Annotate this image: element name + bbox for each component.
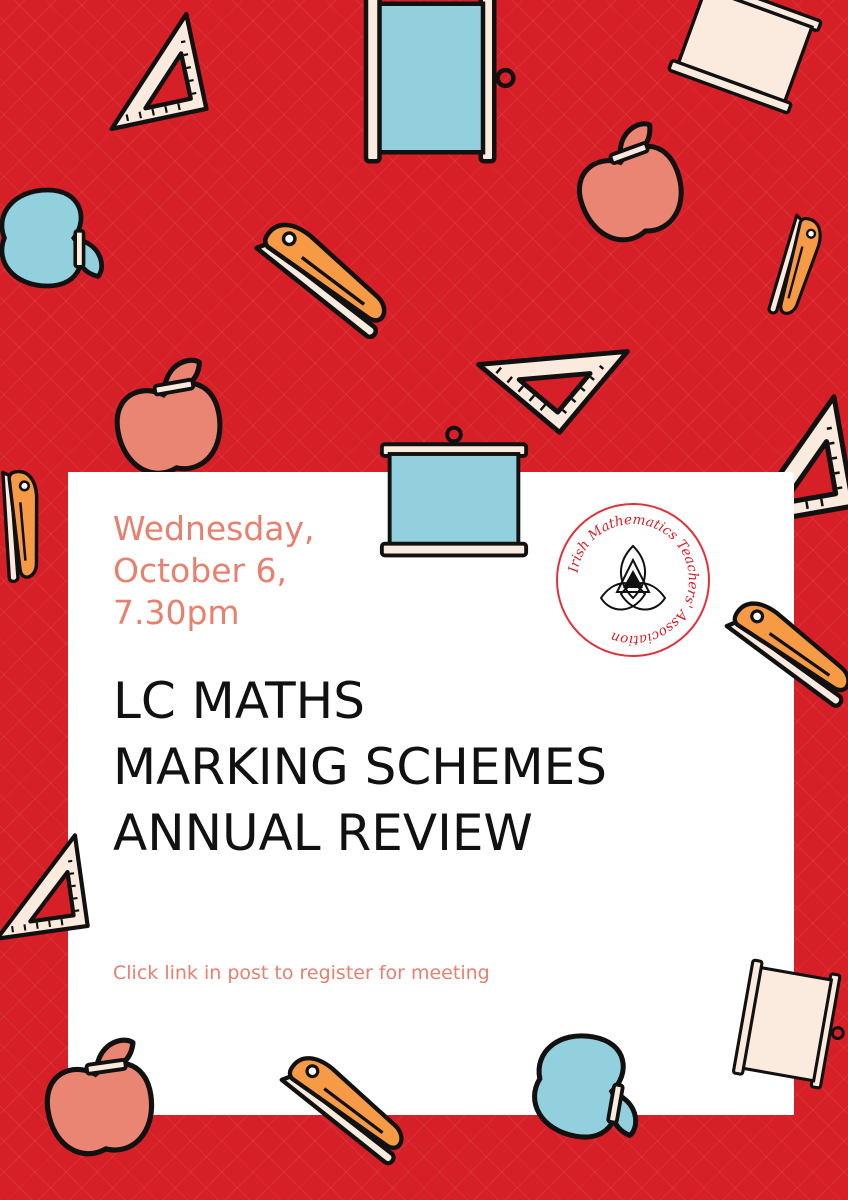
title-line-1: LC MATHS (113, 672, 366, 730)
logo-text: Irish Mathematics Teachers' Association (565, 511, 702, 649)
stapler-icon (756, 207, 834, 326)
apple-icon (25, 1022, 173, 1179)
set-square-icon (79, 0, 219, 159)
title-line-2: MARKING SCHEMES (113, 738, 607, 796)
apple-icon (0, 178, 110, 298)
whiteboard-icon (656, 0, 838, 122)
title-line-3: ANNUAL REVIEW (113, 804, 533, 862)
event-time: 7.30pm (113, 593, 240, 632)
register-instruction: Click link in post to register for meeting (113, 962, 490, 984)
apple-icon (546, 99, 712, 274)
whiteboard-icon (348, 0, 528, 168)
imta-logo (553, 500, 713, 660)
date-line-2: October 6, (113, 551, 288, 590)
apple-icon (513, 1006, 662, 1168)
stapler-icon (0, 460, 65, 590)
stapler-icon (235, 202, 413, 355)
poster-title (113, 668, 773, 866)
event-date (113, 508, 413, 634)
date-line-1: Wednesday, (113, 509, 315, 548)
whiteboard-icon (707, 951, 848, 1099)
